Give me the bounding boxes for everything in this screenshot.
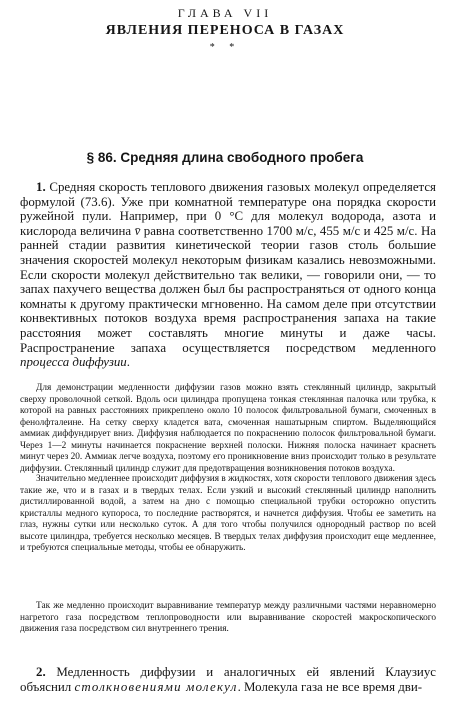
collisions-term: столкновениями молекул — [74, 679, 238, 694]
small-paragraph-3 — [20, 601, 436, 636]
paragraph-1-text-b: равна соответственно 1700 м/с, 455 м/с и 425 м/с. На ранней стадии развития кинетической теории газов столь большие значения скоростей молекул некоторым физикам казались невозможными. Если скорости молекул действительно так велики, — говорили они, — то запах пахучего вещества должен был бы распространяться от одного конца комнаты к другому практически мгновенно. На самом деле при отсутствии конвективных потоков воздуха время распространения запаха на такие расстояния может составлять многие минуты и даже часы. Распространение запаха осуществляется посредством медленного — [20, 223, 436, 355]
paragraph-2 — [20, 665, 436, 694]
small-paragraph-2 — [20, 474, 436, 555]
paragraph-2-text-a: Медленность диффузии и аналогичных ей явлений Клаузиус объяснил — [20, 665, 436, 694]
paragraph-1 — [20, 180, 436, 370]
paragraph-2-number: 2. — [36, 665, 46, 679]
paragraph-1-text-c: . — [126, 355, 130, 370]
chapter-title: ЯВЛЕНИЯ ПЕРЕНОСА В ГАЗАХ — [105, 23, 345, 38]
section-heading: § 86. Средняя длина свободного пробега — [86, 150, 364, 165]
small-paragraph-1 — [20, 383, 436, 475]
small-paragraph-2-text: Значительно медленнее происходит диффузия в жидкостях, хотя скорости теплового движения здесь такие же, что и в газах и в твердых телах. Если узкий и высокий стеклянный цилиндр наполнить дистиллированной водой, а затем на дно с помощью специальной трубки осторожно опустить кристаллы медного купороса, то последние растворятся, и начнется диффузия. Чтобы ее заметить на глаз, нужны сутки или несколько суток. А для того чтобы получился однородный раствор по всей высоте цилиндра, требуется несколько месяцев. В твердых телах диффузия происходит еще медленнее, и требуются специальные методы, чтобы ее обнаружить. — [20, 474, 436, 553]
small-paragraph-3-text: Так же медленно происходит выравнивание температур между различными частями неравномерно нагретого газа посредством теплопроводности или выравнивание скоростей макроскопического движения газа посредством сил внутреннего трения. — [20, 601, 436, 634]
chapter-label: ГЛАВА VII — [177, 6, 273, 20]
paragraph-2-text-b: . Молекула газа не все время дви- — [237, 679, 423, 694]
velocity-symbol: v̄ — [134, 223, 141, 238]
diffusion-term: процесса диффузии — [20, 355, 127, 370]
small-paragraph-1-text: Для демонстрации медленности диффузии газов можно взять стеклянный цилиндр, закрытый сверху проволочной сеткой. Вдоль оси цилиндра пропущена тонкая стеклянная палочка или трубка, к которой на равных расстояниях прикреплено около 10 полосок фильтровальной бумаги, смоченных в фенолфталеине. На сетку сверху кладется вата, смоченная нашатырным спиртом. Выделяющийся аммиак диффундирует вниз. Диффузия наблюдается по покраснению полосок фильтровальной бумаги. Через 1—2 минуты начинается покраснение верхней полоски. Нижняя полоска начинает краснеть минут через 20. Аммиак легче воздуха, поэтому его проникновение вниз происходит только в результате диффузии. Стеклянный цилиндр служит для предотвращения возникновения потоков воздуха. — [20, 383, 436, 474]
paragraph-1-text-a: Средняя скорость теплового движения газовых молекул определяется формулой (73.6). Уже при комнатной температуре она порядка скорости ружейной пули. Например, при 0 °С для молекул водорода, азота и кислорода величина — [20, 180, 436, 238]
chapter-stars-ornament: * * — [209, 42, 241, 53]
paragraph-1-number: 1. — [36, 180, 46, 194]
